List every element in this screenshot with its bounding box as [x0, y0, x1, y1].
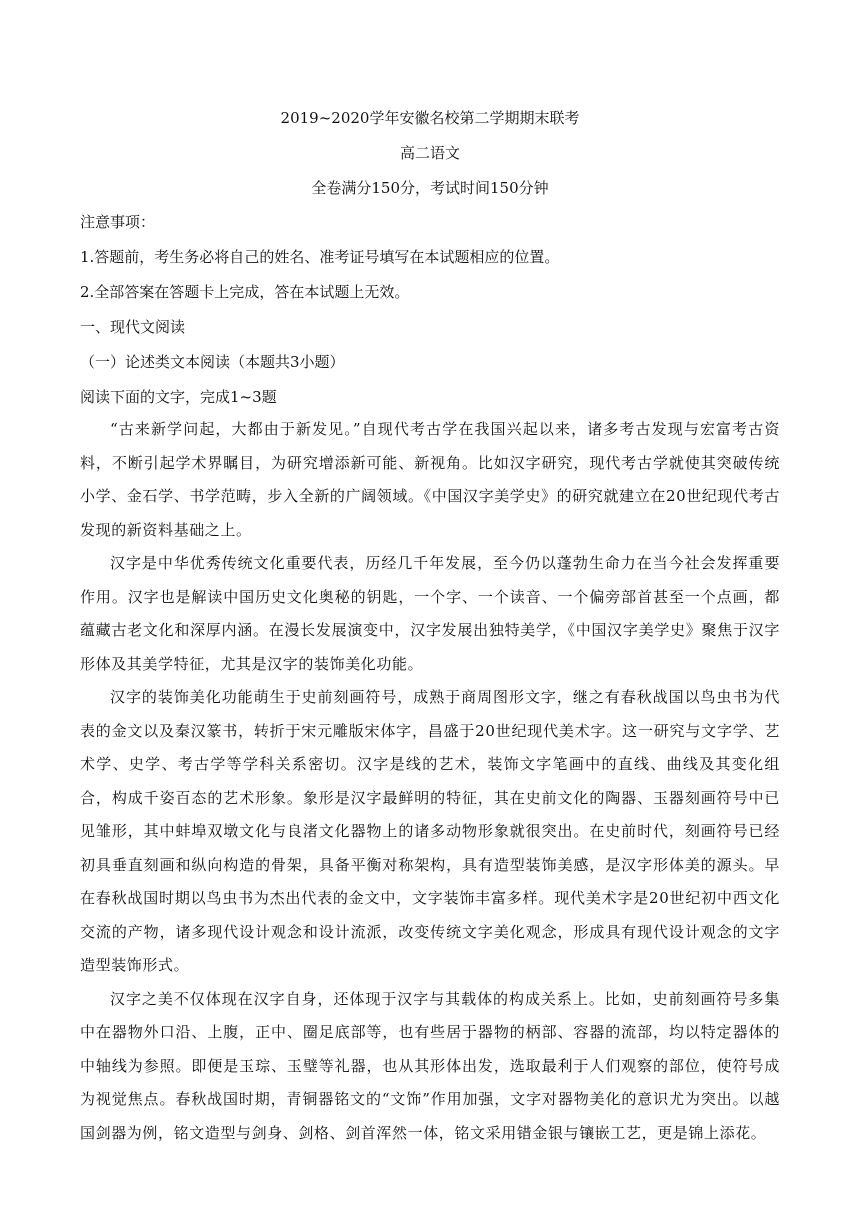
document-page — [80, 108, 780, 1150]
notice-item: 1.答题前，考生务必将自己的姓名、准考证号填写在本试题相应的位置。 — [80, 248, 560, 266]
body-paragraph: “古来新学问起，大都由于新发见。”自现代考古学在我国兴起以来，诸多考古发现与宏富考古资料，不断引起学术界瞩目，为研究增添新可能、新视角。比如汉字研究，现代考古学就使其突破传统小学、金石学、书学范畴，步入全新的广阔领域。《中国汉字美学史》的研究就建立在20世纪现代考古发现的新资料基础之上。 — [80, 420, 780, 539]
exam-meta: 全卷满分150分，考试时间150分钟 — [311, 179, 549, 197]
exam-subject: 高二语文 — [399, 144, 460, 162]
body-paragraph: 汉字是中华优秀传统文化重要代表，历经几千年发展，至今仍以蓬勃生命力在当今社会发挥重要作用。汉字也是解读中国历史文化奥秘的钥匙，一个字、一个读音、一个偏旁部首甚至一个点画，都蕴藏古老文化和深厚内涵。在漫长发展演变中，汉字发展出独特美学，《中国汉字美学史》聚焦于汉字形体及其美学特征，尤其是汉字的装饰美化功能。 — [80, 554, 780, 673]
body-paragraph: 汉字之美不仅体现在汉字自身，还体现于汉字与其载体的构成关系上。比如，史前刻画符号多集中在器物外口沿、上腹，正中、圈足底部等，也有些居于器物的柄部、容器的流部，均以特定器体的中轴线为参照。即便是玉琮、玉璧等礼器，也从其形体出发，选取最利于人们观察的部位，使符号成为视觉焦点。春秋战国时期，青铜器铭文的“文饰”作用加强，文字对器物美化的意识尤为突出。以越国剑器为例，铭文造型与剑身、剑格、剑首浑然一体，铭文采用错金银与镶嵌工艺，更是锦上添花。 — [80, 989, 780, 1142]
subsection-title: （一）论述类文本阅读（本题共3小题） — [80, 353, 345, 371]
exam-title: 2019~2020学年安徽名校第二学期期末联考 — [280, 109, 580, 127]
section-title: 一、现代文阅读 — [80, 318, 186, 336]
body-paragraph: 汉字的装饰美化功能萌生于史前刻画符号，成熟于商周图形文字，继之有春秋战国以鸟虫书为代表的金文以及秦汉篆书，转折于宋元雕版宋体字，昌盛于20世纪现代美术字。这一研究与文字学、艺术学、史学、考古学等学科关系密切。汉字是线的艺术，装饰文字笔画中的直线、曲线及其变化组合，构成千姿百态的艺术形象。象形是汉字最鲜明的特征，其在史前文化的陶器、玉器刻画符号中已见雏形，其中蚌埠双墩文化与良渚文化器物上的诸多动物形象就很突出。在史前时代，刻画符号已经初具垂直刻画和纵向构造的骨架，具备平衡对称架构，具有造型装饰美感，是汉字形体美的源头。早在春秋战国时期以鸟虫书为杰出代表的金文中，文字装饰丰富多样。现代美术字是20世纪初中西文化交流的产物，诸多现代设计观念和设计流派，改变传统文字美化观念，形成具有现代设计观念的文字造型装饰形式。 — [80, 688, 780, 974]
notice-item: 2.全部答案在答题卡上完成，答在本试题上无效。 — [80, 283, 410, 301]
notice-heading: 注意事项： — [80, 213, 156, 231]
reading-instruction: 阅读下面的文字，完成1~3题 — [80, 388, 277, 406]
